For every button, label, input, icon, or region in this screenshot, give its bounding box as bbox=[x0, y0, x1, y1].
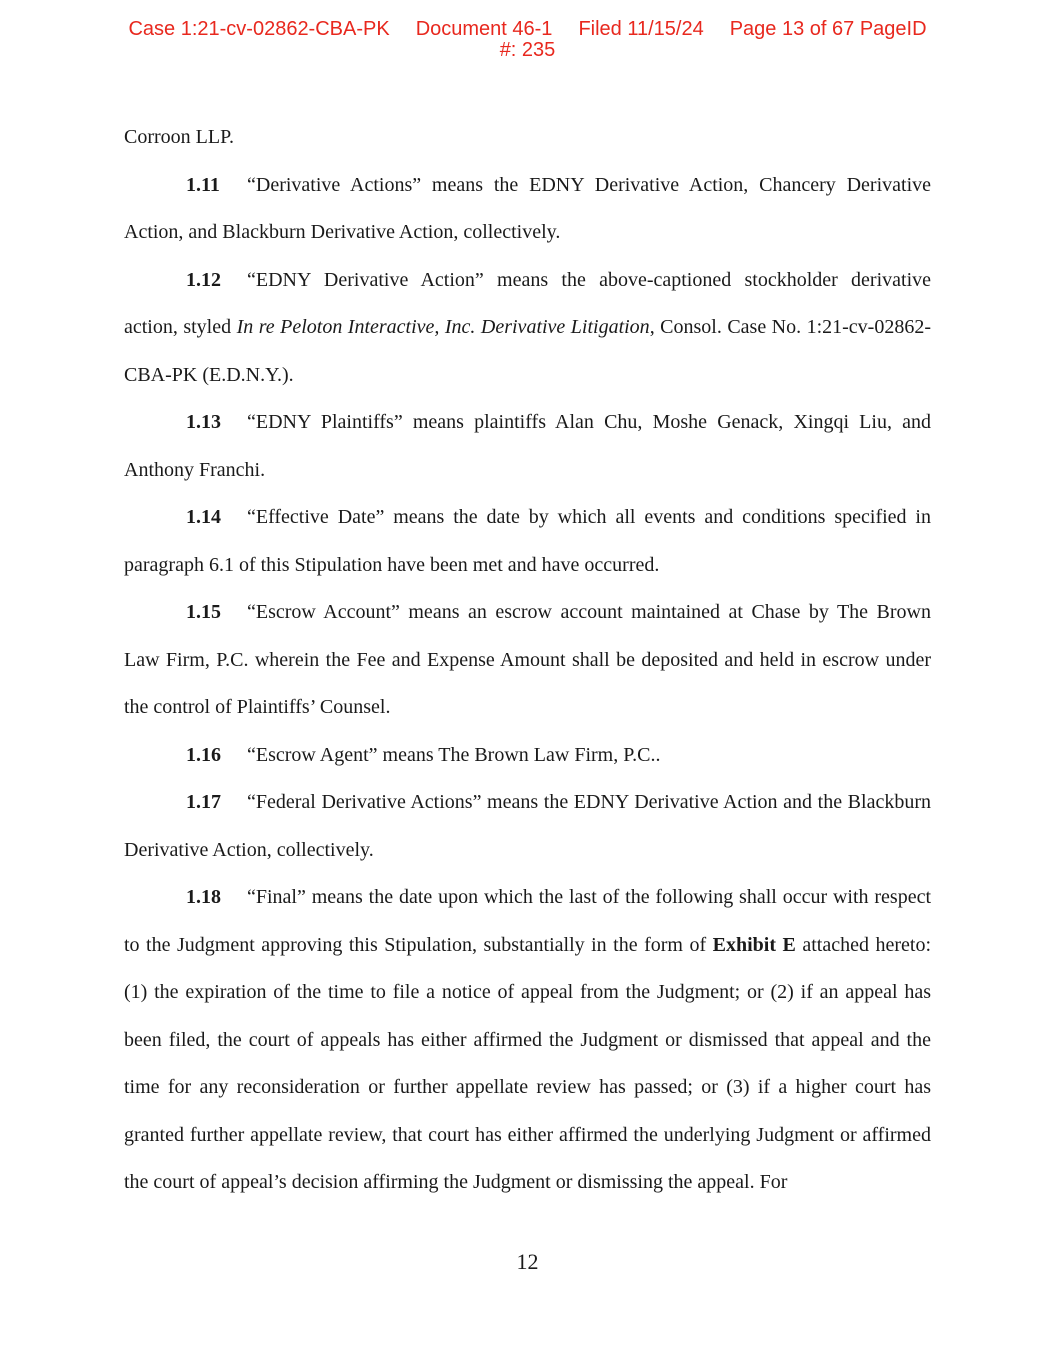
section-number: 1.12 bbox=[186, 268, 221, 291]
section-number: 1.15 bbox=[186, 601, 221, 623]
section-1-18 bbox=[124, 874, 931, 1207]
section-text: “Escrow Agent” means The Brown Law Firm, P.C.. bbox=[247, 743, 661, 766]
exhibit-reference: Exhibit E bbox=[712, 933, 796, 956]
case-caption-italic: In re Peloton Interactive, Inc. Derivative Litigation bbox=[236, 316, 650, 338]
section-1-13 bbox=[124, 399, 931, 494]
section-text: “Final” means the date upon which the last of the following shall occur with respect to the Judgment approving this Stipulation, substantially in the form of bbox=[124, 886, 931, 956]
section-text-continued: , Consol. Case No. 1:21-cv-02862-CBA-PK (E.D.N.Y.). bbox=[124, 316, 931, 386]
case-number: Case 1:21-cv-02862-CBA-PK bbox=[128, 18, 390, 40]
page-id: #: 235 bbox=[499, 39, 556, 61]
header-line-1 bbox=[0, 19, 1055, 40]
page-of-pages: Page 13 of 67 PageID bbox=[729, 18, 927, 40]
section-1-16 bbox=[124, 732, 931, 780]
section-1-14 bbox=[124, 494, 931, 589]
section-number: 1.17 bbox=[186, 791, 221, 813]
section-1-11 bbox=[124, 162, 931, 257]
section-text: “Derivative Actions” means the EDNY Derivative Action, Chancery Derivative Action, and Blackburn Derivative Action, collectively. bbox=[124, 173, 931, 243]
section-number: 1.16 bbox=[186, 743, 221, 766]
document-number: Document 46-1 bbox=[415, 18, 553, 40]
filed-date: Filed 11/15/24 bbox=[578, 18, 704, 40]
section-1-17 bbox=[124, 779, 931, 874]
section-number: 1.18 bbox=[186, 886, 221, 908]
section-number: 1.13 bbox=[186, 411, 221, 433]
court-filing-header bbox=[0, 19, 1055, 61]
continuation-text: Corroon LLP. bbox=[124, 126, 234, 148]
section-text: “Effective Date” means the date by which all events and conditions specified in paragraph 6.1 of this Stipulation have been met and have occurred. bbox=[124, 506, 931, 576]
section-1-15 bbox=[124, 589, 931, 732]
section-text: “Federal Derivative Actions” means the EDNY Derivative Action and the Blackburn Derivative Action, collectively. bbox=[124, 791, 931, 861]
section-text: “EDNY Derivative Action” means the above-captioned stockholder derivative action, styled bbox=[124, 268, 931, 338]
document-body bbox=[124, 114, 931, 1207]
section-number: 1.14 bbox=[186, 506, 221, 528]
section-1-12 bbox=[124, 257, 931, 400]
page-number: 12 bbox=[516, 1249, 539, 1274]
section-number: 1.11 bbox=[186, 173, 220, 196]
section-text: “Escrow Account” means an escrow account maintained at Chase by The Brown Law Firm, P.C. wherein the Fee and Expense Amount shall be deposited and held in escrow under the control of Plaintiffs’ Counsel. bbox=[124, 601, 931, 718]
section-text: “EDNY Plaintiffs” means plaintiffs Alan Chu, Moshe Genack, Xingqi Liu, and Anthony Franchi. bbox=[124, 411, 931, 481]
section-text-continued: attached hereto: (1) the expiration of the time to file a notice of appeal from the Judgment; or (2) if an appeal has been filed, the court of appeals has either affirmed the Judgment or dismissed that appeal and the time for any reconsideration or further appellate review has passed; or (3) if a higher court has granted further appellate review, that court has either affirmed the underlying Judgment or affirmed the court of appeal’s decision affirming the Judgment or dismissing the appeal. For bbox=[124, 933, 932, 1193]
